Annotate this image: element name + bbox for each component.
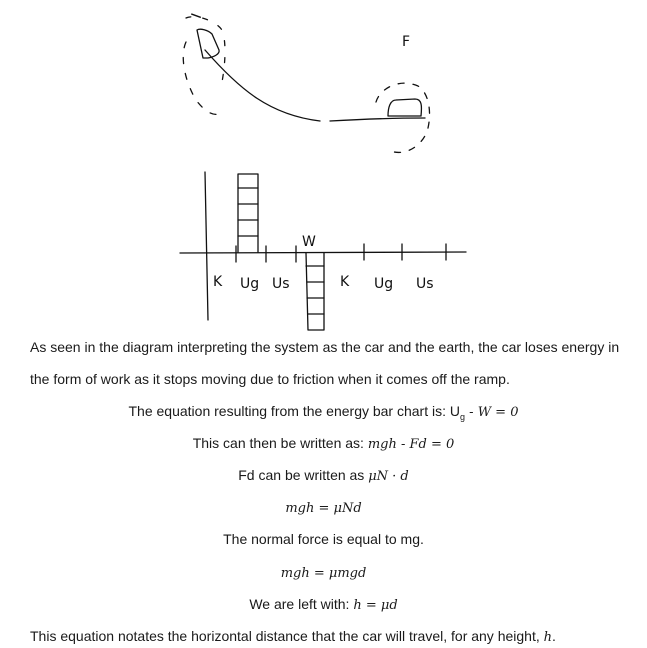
eq1-sub: g [460,411,466,422]
eq3-prefix: Fd can be written as [238,467,369,483]
equation-fd [0,465,647,487]
initial-label: I [188,11,206,21]
bar-label-ug-final: Ug [374,276,394,292]
normal-force-statement: The normal force is equal to mg. [223,531,424,547]
vertical-axis [205,172,208,320]
final-label: F [402,34,411,50]
final-math: h [543,630,552,645]
eq1-suffix: - W = 0 [465,405,519,420]
final-prefix: This equation notates the horizontal distance that the car will travel, for any height, [30,628,544,644]
bar-label-us-initial: Us [272,276,290,292]
bar-label-us-final: Us [416,276,434,292]
equation-energy-bar [0,401,647,427]
explanation-line-1: As seen in the diagram interpreting the system as the car and the earth, the car loses energy in [30,339,620,355]
equation-mgh-mumgd [0,562,647,584]
eq2-math: mgh - Fd = 0 [367,437,455,452]
eq6-math: h = μd [353,598,398,613]
eq4-math: mgh = μNd [285,501,362,516]
equation-mgh-mund [0,497,647,519]
eq6-prefix: We are left with: [249,596,354,612]
eq5-math: mgh = μmgd [280,566,367,581]
horizontal-axis [180,252,466,253]
work-label: W [302,234,316,250]
ground-line [330,118,425,121]
conclusion [30,626,630,648]
initial-circle-dashed [183,42,222,114]
ug-initial-bar [238,174,258,252]
final-suffix: . [552,628,556,644]
ramp-curve [205,50,320,121]
bar-label-k-initial: K [213,274,223,290]
eq1-prefix: The equation resulting from the energy bar chart is: U [128,403,461,419]
final-car [388,99,421,116]
eq2-prefix: This can then be written as: [192,435,368,451]
bar-label-k-final: K [340,274,350,290]
work-bar [306,253,324,330]
equation-result [0,594,647,616]
explanation-line-2: the form of work as it stops moving due to friction when it comes off the ramp. [30,371,510,387]
bar-label-ug-initial: Ug [240,276,260,292]
eq3-math: μN · d [368,469,409,484]
equation-mgh-fd [0,433,647,455]
